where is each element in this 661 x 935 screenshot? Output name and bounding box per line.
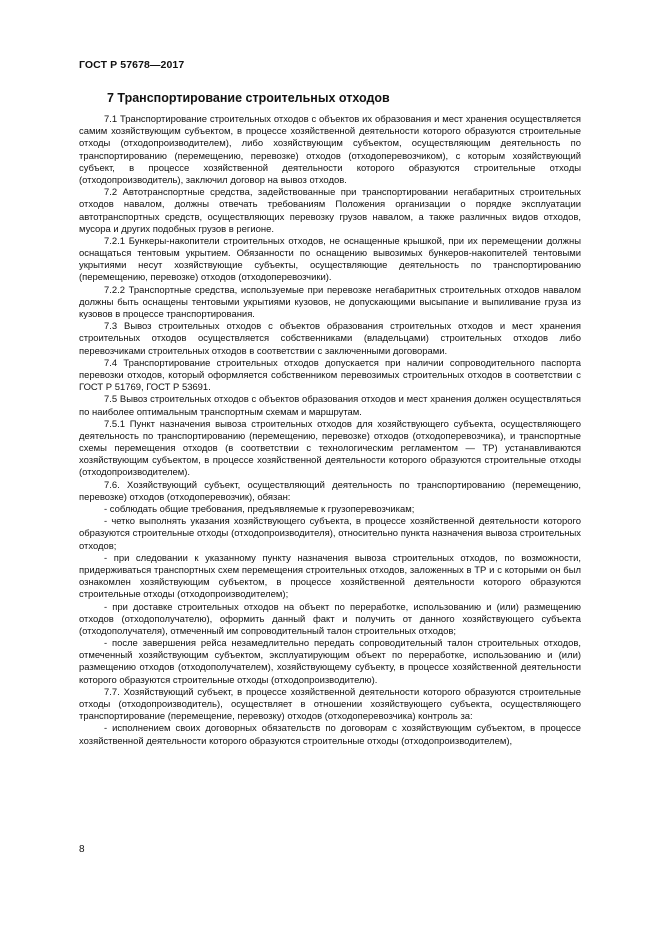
paragraph-7-5-1: 7.5.1 Пункт назначения вывоза строительных отходов для хозяйствующего субъекта, осуществляющего деятельность по транспортированию (перемещению, перевозке) отходов (отходоперевозчика), и транспортные схемы перемещения отходов (в соответствии с технологическим регламентом — ТР) устанавливаются хозяйствующим субъектом, в процессе хозяйственной деятельности которого образуются строительные отходы (отходопроизводителем). (79, 418, 581, 479)
list-item-7-6-e: - после завершения рейса незамедлительно передать сопроводительный талон строительных отходов, отмеченный хозяйствующим субъектом, эксплуатирующим объект по переработке, использованию и (или) размещению отходов (отходополучателем), хозяйствующему субъекту, в процессе хозяйственной деятельности которого образуются строительные отходы (отходопроизводителю). (79, 638, 581, 686)
paragraph-7-1: 7.1 Транспортирование строительных отходов с объектов их образования и мест хранения осуществляется самим хозяйствующим субъектом, в процессе хозяйственной деятельности которого образуются строительные отходы (отходопроизводителем), либо хозяйствующим субъектом, осуществляющим деятельность по транспортированию (перемещению, перевозке) отходов (отходоперевозчиком), с которым хозяйствующий субъект, в процессе хозяйственной деятельности которого образуются строительные отходы (отходопроизводитель), заключил договор на вывоз отходов. (79, 114, 581, 186)
list-item-7-6-c: - при следовании к указанному пункту назначения вывоза строительных отходов, по возможности, придерживаться транспортных схем перемещения строительных отходов, заложенных в ТР и с которыми он был ознакомлен хозяйствующим субъектом, в процессе хозяйственной деятельности которого образуются строительные отходы (отходопроизводителем); (79, 552, 581, 601)
paragraph-7-6: 7.6. Хозяйствующий субъект, осуществляющий деятельность по транспортированию (перемещению, перевозке) отходов (отходоперевозчик), обязан: (79, 479, 581, 503)
paragraph-7-7: 7.7. Хозяйствующий субъект, в процессе хозяйственной деятельности которого образуются строительные отходы (отходопроизводитель), осуществляет в отношении хозяйствующего субъекта, осуществляющего транспортирование (перемещение, перевозку) отходов (отходоперевозчика) контроль за: (79, 686, 581, 723)
document-code-header: ГОСТ Р 57678—2017 (79, 59, 185, 71)
paragraph-7-5: 7.5 Вывоз строительных отходов с объектов образования отходов и мест хранения должен осуществляться по наиболее оптимальным транспортным схемам и маршрутам. (79, 394, 581, 418)
paragraph-7-4: 7.4 Транспортирование строительных отходов допускается при наличии сопроводительного паспорта перевозки отходов, который оформляется собственником перевозимых строительных отходов в соответствии с ГОСТ Р 51769, ГОСТ Р 53691. (79, 357, 581, 394)
paragraph-7-3: 7.3 Вывоз строительных отходов с объектов образования строительных отходов и мест хранения строительных отходов осуществляется собственниками (владельцами) строительных отходов либо перевозчиками строительных отходов в соответствии с заключенными договорами. (79, 321, 581, 357)
page-number: 8 (79, 844, 85, 855)
document-body (79, 114, 581, 748)
paragraph-7-2-1: 7.2.1 Бункеры-накопители строительных отходов, не оснащенные крышкой, при их перемещении должны оснащаться тентовым укрытием. Обязанности по оснащению вывозимых бункеров-накопителей тентовыми укрытиями несут хозяйствующие субъекты, осуществляющие деятельность по транспортированию (перемещению, перевозке) отходов (отходоперевозчики). (79, 235, 581, 284)
paragraph-7-2-2: 7.2.2 Транспортные средства, используемые при перевозке негабаритных строительных отходов навалом должны быть оснащены тентовыми укрытиями кузовов, не допускающими высыпание и выпиливание груза из кузовов в процессе транспортирования. (79, 284, 581, 320)
section-title: 7 Транспортирование строительных отходов (107, 91, 390, 105)
list-item-7-7-a: - исполнением своих договорных обязательств по договорам с хозяйствующим субъектом, в процессе хозяйственной деятельности которого образуются строительные отходы (отходопроизводителем), (79, 723, 581, 747)
paragraph-7-2: 7.2 Автотранспортные средства, задействованные при транспортировании негабаритных строительных отходов навалом, должны отвечать требованиям Положения организации о порядке эксплуатации автотранспортных средств, осуществляющих перевозку грузов навалом, а также различных видов отходов, мусора и других подобных грузов в регионе. (79, 187, 581, 235)
list-item-7-6-b: - четко выполнять указания хозяйствующего субъекта, в процессе хозяйственной деятельности которого образуются строительные отходы (отходопроизводителя), относительно пункта назначения вывоза строительных отходов; (79, 516, 581, 552)
list-item-7-6-d: - при доставке строительных отходов на объект по переработке, использованию и (или) размещению отходов (отходополучателю), оформить данный факт и получить от данного хозяйствующего субъекта (отходополучателя), отмеченный им сопроводительный талон строительных отходов; (79, 601, 581, 637)
list-item-7-6-a: - соблюдать общие требования, предъявляемые к грузоперевозчикам; (104, 504, 415, 515)
